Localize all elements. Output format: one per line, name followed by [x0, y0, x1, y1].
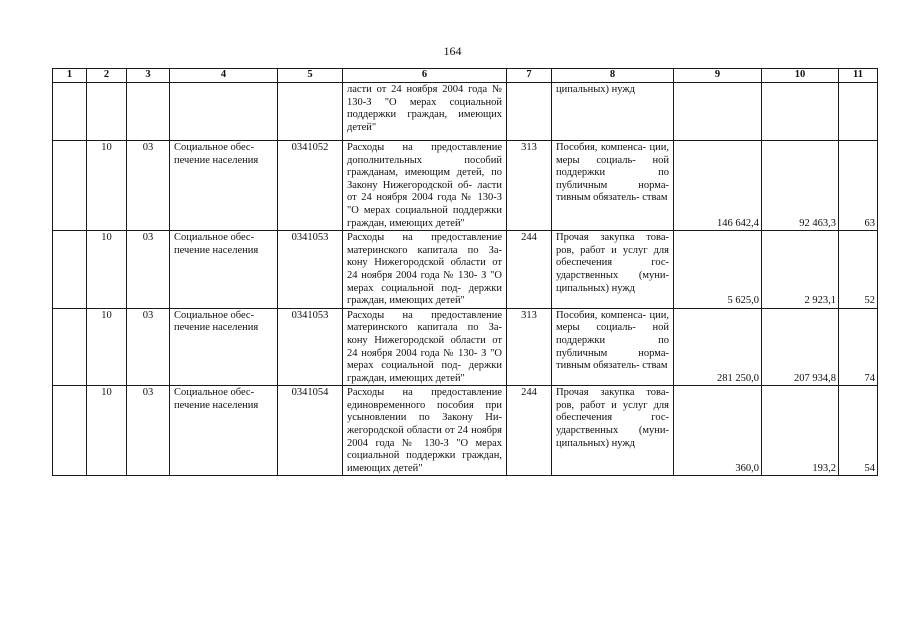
table-row [53, 141, 878, 231]
executed-amount: 193,2 [762, 386, 839, 476]
continuation-row [53, 83, 878, 141]
subsection-code: 03 [127, 141, 170, 231]
subsection-code: 03 [127, 308, 170, 386]
expense-type-name: Прочая закупка това- ров, работ и услуг для обеспечения гос- ударственных (муни- ципальных) нужд [552, 386, 674, 476]
expense-description: Расходы на предоставление материнского капитала по За- кону Нижегородской области от 24 ноября 2004 года № 130- З "О мерах социальной под- держки граждан, имеющих детей" [343, 231, 507, 309]
expense-type-code: 313 [507, 141, 552, 231]
planned-amount: 281 250,0 [674, 308, 762, 386]
section-name: Социальное обес- печение населения [170, 231, 278, 309]
target-article-code: 0341054 [278, 386, 343, 476]
col-header-10: 10 [762, 69, 839, 83]
expense-description: Расходы на предоставление единовременного пособия при усыновлении по Закону Ни- жегородской области от 24 ноября 2004 года № 130-З "О мерах социальной поддержки граждан, имеющих детей" [343, 386, 507, 476]
execution-percent: 63 [839, 141, 878, 231]
col-header-1: 1 [53, 69, 87, 83]
expense-type-name: Пособия, компенса- ции, меры социаль- ной поддержки по публичным норма- тивным обязатель- ствам [552, 141, 674, 231]
planned-amount: 146 642,4 [674, 141, 762, 231]
expense-type-name: Пособия, компенса- ции, меры социаль- ной поддержки по публичным норма- тивным обязатель- ствам [552, 308, 674, 386]
expense-description: Расходы на предоставление дополнительных пособий гражданам, имеющим детей, по Закону Нижегородской об- ласти от 24 ноября 2004 года № 130-З "О мерах социальной поддержки граждан, имеющих детей" [343, 141, 507, 231]
table-row [53, 231, 878, 309]
subsection-code: 03 [127, 231, 170, 309]
col-header-9: 9 [674, 69, 762, 83]
col-header-2: 2 [87, 69, 127, 83]
col-header-3: 3 [127, 69, 170, 83]
section-name: Социальное обес- печение населения [170, 308, 278, 386]
executed-amount: 2 923,1 [762, 231, 839, 309]
continuation-description: ласти от 24 ноября 2004 года № 130-З "О мерах социальной поддержки граждан, имеющих детей" [343, 83, 507, 141]
col-header-4: 4 [170, 69, 278, 83]
col-header-7: 7 [507, 69, 552, 83]
expense-type-name: Прочая закупка това- ров, работ и услуг для обеспечения гос- ударственных (муни- ципальных) нужд [552, 231, 674, 309]
execution-percent: 54 [839, 386, 878, 476]
section-name: Социальное обес- печение населения [170, 386, 278, 476]
expense-description: Расходы на предоставление материнского капитала по За- кону Нижегородской области от 24 ноября 2004 года № 130- З "О мерах социальной под- держки граждан, имеющих детей" [343, 308, 507, 386]
section-name: Социальное обес- печение населения [170, 141, 278, 231]
section-code: 10 [87, 308, 127, 386]
expense-type-code: 244 [507, 231, 552, 309]
expense-type-code: 313 [507, 308, 552, 386]
execution-percent: 74 [839, 308, 878, 386]
target-article-code: 0341052 [278, 141, 343, 231]
section-code: 10 [87, 141, 127, 231]
table-row [53, 308, 878, 386]
col-header-5: 5 [278, 69, 343, 83]
execution-percent: 52 [839, 231, 878, 309]
executed-amount: 207 934,8 [762, 308, 839, 386]
planned-amount: 5 625,0 [674, 231, 762, 309]
planned-amount: 360,0 [674, 386, 762, 476]
executed-amount: 92 463,3 [762, 141, 839, 231]
col-header-6: 6 [343, 69, 507, 83]
section-code: 10 [87, 386, 127, 476]
budget-table [52, 68, 878, 476]
section-code: 10 [87, 231, 127, 309]
target-article-code: 0341053 [278, 231, 343, 309]
subsection-code: 03 [127, 386, 170, 476]
target-article-code: 0341053 [278, 308, 343, 386]
continuation-expense-type: ципальных) нужд [552, 83, 674, 141]
table-row [53, 386, 878, 476]
expense-type-code: 244 [507, 386, 552, 476]
col-header-8: 8 [552, 69, 674, 83]
page-number: 164 [443, 44, 462, 58]
header-row [53, 69, 878, 83]
col-header-11: 11 [839, 69, 878, 83]
